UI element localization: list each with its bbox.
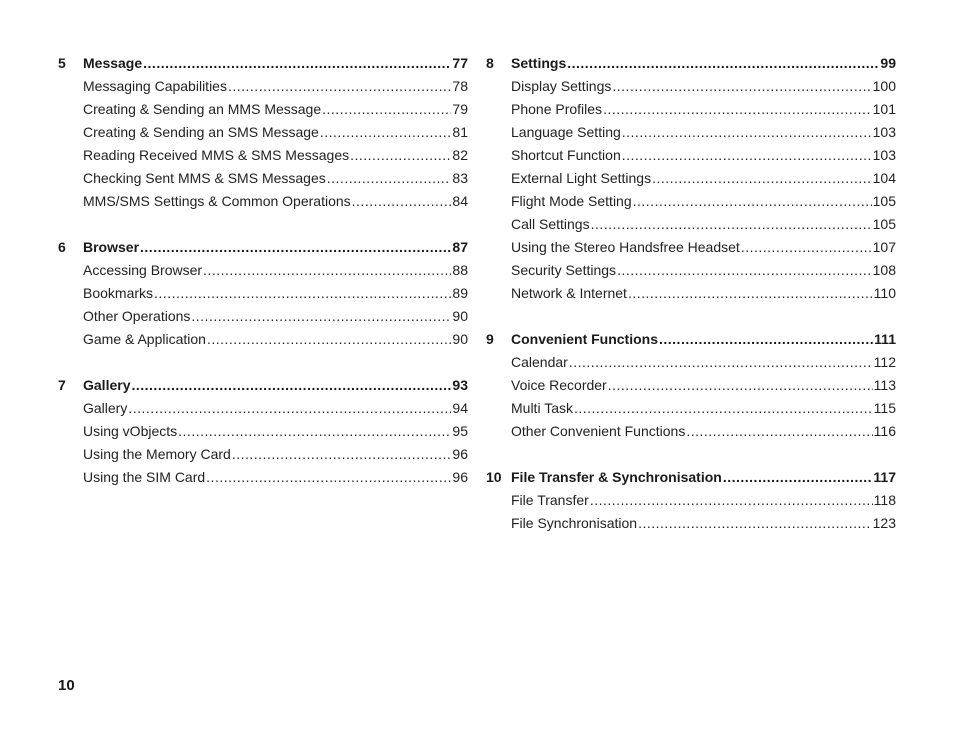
entry-page-number: 90: [452, 331, 468, 347]
dot-leader: [741, 236, 872, 259]
toc-entry[interactable]: [486, 512, 896, 535]
dot-leader: [350, 144, 451, 167]
dot-leader: [567, 52, 879, 75]
entry-page-number: 112: [873, 354, 896, 370]
toc-entry[interactable]: [58, 397, 468, 420]
entry-page-number: 94: [452, 400, 468, 416]
toc-chapter: [58, 236, 468, 351]
entry-page-number: 88: [452, 262, 468, 278]
chapter-heading[interactable]: [58, 374, 468, 397]
chapter-title: Message: [83, 55, 143, 71]
toc-entry[interactable]: [58, 328, 468, 351]
toc-entry[interactable]: [58, 144, 468, 167]
dot-leader: [203, 259, 451, 282]
dot-leader: [327, 167, 452, 190]
entry-page-number: 118: [873, 492, 896, 508]
dot-leader: [633, 190, 872, 213]
chapter-heading[interactable]: [58, 52, 468, 75]
entry-page-number: 89: [452, 285, 468, 301]
dot-leader: [178, 420, 451, 443]
entry-title: Bookmarks: [83, 285, 154, 301]
chapter-page-number: 111: [874, 331, 896, 347]
entry-title: File Synchronisation: [511, 515, 638, 531]
dot-leader: [154, 282, 451, 305]
entry-page-number: 90: [452, 308, 468, 324]
toc-chapter: [58, 374, 468, 489]
dot-leader: [686, 420, 872, 443]
entry-page-number: 104: [872, 170, 896, 186]
chapter-number: 5: [58, 55, 66, 71]
entry-page-number: 78: [452, 78, 468, 94]
dot-leader: [352, 190, 452, 213]
toc-right-column: [486, 52, 896, 558]
chapter-title: Convenient Functions: [511, 331, 658, 347]
chapter-number: 7: [58, 377, 66, 393]
entry-page-number: 105: [872, 216, 896, 232]
toc-entry[interactable]: [486, 213, 896, 236]
entry-title: Other Convenient Functions: [511, 423, 686, 439]
toc-entry[interactable]: [58, 259, 468, 282]
toc-entry[interactable]: [486, 98, 896, 121]
toc-entry[interactable]: [58, 167, 468, 190]
toc-entry[interactable]: [486, 489, 896, 512]
dot-leader: [207, 328, 451, 351]
chapter-heading[interactable]: [486, 466, 896, 489]
entry-title: Multi Task: [511, 400, 573, 416]
toc-entry[interactable]: [58, 75, 468, 98]
entry-title: Other Operations: [83, 308, 191, 324]
dot-leader: [590, 489, 873, 512]
entry-page-number: 115: [873, 400, 896, 416]
toc-entry[interactable]: [486, 144, 896, 167]
entry-title: File Transfer: [511, 492, 589, 508]
entry-title: Phone Profiles: [511, 101, 603, 117]
dot-leader: [128, 397, 451, 420]
entry-page-number: 95: [452, 423, 468, 439]
dot-leader: [638, 512, 872, 535]
entry-page-number: 96: [452, 469, 468, 485]
toc-entry[interactable]: [58, 420, 468, 443]
entry-title: Shortcut Function: [511, 147, 621, 163]
toc-entry[interactable]: [486, 236, 896, 259]
dot-leader: [622, 144, 872, 167]
dot-leader: [574, 397, 873, 420]
chapter-number: 8: [486, 55, 494, 71]
chapter-heading[interactable]: [58, 236, 468, 259]
entry-page-number: 110: [873, 285, 896, 301]
dot-leader: [628, 282, 873, 305]
entry-title: Call Settings: [511, 216, 590, 232]
dot-leader: [591, 213, 872, 236]
entry-title: Using the Memory Card: [83, 446, 231, 462]
toc-entry[interactable]: [486, 75, 896, 98]
entry-title: MMS/SMS Settings & Common Operations: [83, 193, 351, 209]
dot-leader: [652, 167, 872, 190]
page-number: 10: [58, 677, 75, 694]
entry-page-number: 82: [452, 147, 468, 163]
entry-page-number: 107: [872, 239, 896, 255]
chapter-page-number: 77: [452, 55, 468, 71]
entry-title: Security Settings: [511, 262, 617, 278]
entry-page-number: 116: [873, 423, 896, 439]
toc-chapter: [58, 52, 468, 213]
entry-page-number: 100: [872, 78, 896, 94]
entry-title: Calendar: [511, 354, 568, 370]
chapter-title: Gallery: [83, 377, 131, 393]
toc-left-column: [58, 52, 468, 512]
entry-title: Voice Recorder: [511, 377, 607, 393]
chapter-heading[interactable]: [486, 328, 896, 351]
dot-leader: [603, 98, 872, 121]
entry-title: Reading Received MMS & SMS Messages: [83, 147, 350, 163]
toc-chapter: [486, 52, 896, 305]
toc-entry[interactable]: [486, 351, 896, 374]
chapter-page-number: 93: [452, 377, 468, 393]
entry-title: Accessing Browser: [83, 262, 203, 278]
toc-entry[interactable]: [486, 259, 896, 282]
dot-leader: [612, 75, 871, 98]
entry-page-number: 105: [872, 193, 896, 209]
dot-leader: [320, 121, 452, 144]
entry-title: Using the Stereo Handsfree Headset: [511, 239, 740, 255]
dot-leader: [322, 98, 451, 121]
entry-title: Language Setting: [511, 124, 621, 140]
toc-entry[interactable]: [58, 98, 468, 121]
toc-entry[interactable]: [58, 282, 468, 305]
toc-entry[interactable]: [58, 190, 468, 213]
chapter-number: 6: [58, 239, 66, 255]
chapter-title: Browser: [83, 239, 140, 255]
entry-title: Messaging Capabilities: [83, 78, 227, 94]
toc-entry[interactable]: [58, 443, 468, 466]
toc-entry[interactable]: [486, 190, 896, 213]
entry-title: Network & Internet: [511, 285, 627, 301]
toc-entry[interactable]: [486, 397, 896, 420]
toc-entry[interactable]: [58, 466, 468, 489]
toc-entry[interactable]: [58, 121, 468, 144]
chapter-page-number: 87: [452, 239, 468, 255]
entry-page-number: 101: [872, 101, 896, 117]
dot-leader: [228, 75, 451, 98]
toc-entry[interactable]: [486, 420, 896, 443]
entry-page-number: 96: [452, 446, 468, 462]
chapter-page-number: 99: [880, 55, 896, 71]
toc-chapter: [486, 466, 896, 535]
chapter-page-number: 117: [873, 469, 896, 485]
entry-title: Gallery: [83, 400, 128, 416]
chapter-number: 10: [486, 469, 502, 485]
dot-leader: [143, 52, 451, 75]
entry-title: Creating & Sending an MMS Message: [83, 101, 322, 117]
dot-leader: [131, 374, 451, 397]
entry-title: Flight Mode Setting: [511, 193, 632, 209]
entry-title: Using vObjects: [83, 423, 178, 439]
chapter-heading[interactable]: [486, 52, 896, 75]
entry-page-number: 113: [873, 377, 896, 393]
toc-entry[interactable]: [486, 121, 896, 144]
entry-title: Display Settings: [511, 78, 612, 94]
toc-entry[interactable]: [486, 374, 896, 397]
entry-title: Checking Sent MMS & SMS Messages: [83, 170, 326, 186]
entry-title: Creating & Sending an SMS Message: [83, 124, 319, 140]
toc-chapter: [486, 328, 896, 443]
chapter-title: Settings: [511, 55, 567, 71]
entry-title: Game & Application: [83, 331, 206, 347]
dot-leader: [617, 259, 872, 282]
dot-leader: [723, 466, 873, 489]
dot-leader: [206, 466, 451, 489]
entry-page-number: 103: [872, 147, 896, 163]
chapter-title: File Transfer & Synchronisation: [511, 469, 722, 485]
chapter-number: 9: [486, 331, 494, 347]
entry-page-number: 83: [452, 170, 468, 186]
entry-page-number: 108: [872, 262, 896, 278]
toc-entry[interactable]: [486, 167, 896, 190]
entry-page-number: 123: [872, 515, 896, 531]
dot-leader: [191, 305, 451, 328]
entry-page-number: 103: [872, 124, 896, 140]
entry-title: Using the SIM Card: [83, 469, 206, 485]
toc-entry[interactable]: [486, 282, 896, 305]
entry-page-number: 81: [452, 124, 468, 140]
dot-leader: [140, 236, 451, 259]
toc-entry[interactable]: [58, 305, 468, 328]
dot-leader: [622, 121, 872, 144]
dot-leader: [608, 374, 873, 397]
entry-page-number: 84: [452, 193, 468, 209]
dot-leader: [232, 443, 452, 466]
dot-leader: [659, 328, 873, 351]
entry-page-number: 79: [452, 101, 468, 117]
entry-title: External Light Settings: [511, 170, 652, 186]
dot-leader: [569, 351, 873, 374]
